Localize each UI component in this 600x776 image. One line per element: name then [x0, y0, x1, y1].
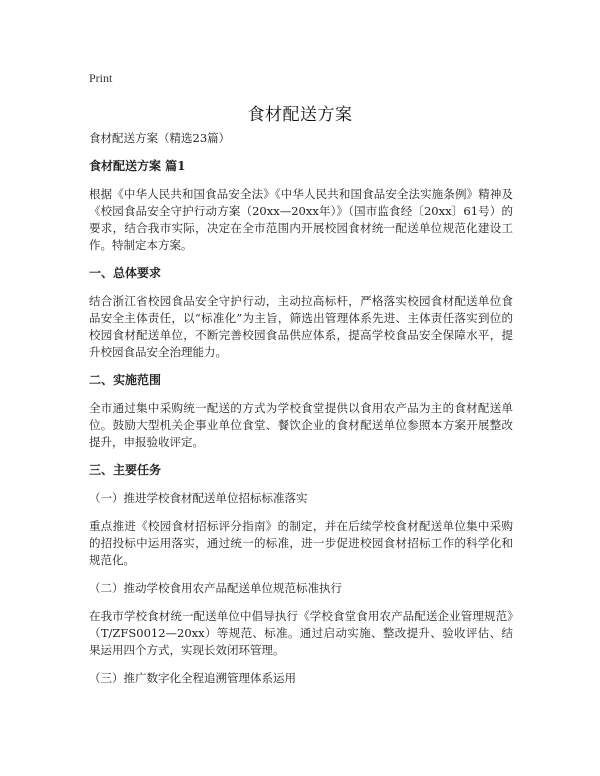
section-heading-part1: 食材配送方案 篇1: [89, 159, 186, 173]
document-title: 食材配送方案: [247, 105, 353, 125]
section-heading-scope: 二、实施范围: [89, 373, 162, 387]
paragraph-task-2: 在我市学校食材统一配送单位中倡导执行《学校食堂食用农产品配送企业管理规范》（T/ZFS0012—20xx）等规范、标准。通过启动实施、整改提升、验收评估、结果运用四个方式，实现长效闭环管理。: [89, 609, 513, 657]
paragraph-scope: 全市通过集中采购统一配送的方式为学校食堂提供以食用农产品为主的食材配送单位。鼓励大型机关企事业单位食堂、餐饮企业的食材配送单位参照本方案开展整改提升，申报验收评定。: [89, 401, 513, 449]
document-subtitle: 食材配送方案（精选23篇）: [89, 131, 231, 145]
section-heading-main-tasks: 三、主要任务: [89, 463, 162, 477]
sub-heading-task-2: （二）推动学校食用农产品配送单位规范标准执行: [89, 581, 342, 595]
document-body: [89, 130, 513, 698]
paragraph-overall-requirements: 结合浙江省校园食品安全守护行动，主动拉高标杆，严格落实校园食材配送单位食品安全主体责任，以“标准化”为主旨，筛选出管理体系先进、主体责任落实到位的校园食材配送单位，不断完善校园食品供应体系，提高学校食品安全保障水平，提升校园食品安全治理能力。: [89, 294, 513, 359]
paragraph-intro: 根据《中华人民共和国食品安全法》《中华人民共和国食品安全法实施条例》精神及《校园食品安全守护行动方案（20xx—20xx年）》（国市监食经〔20xx〕61号）的要求，结合我市实际，决定在全市范围内开展校园食材统一配送单位规范化建设工作。特制定本方案。: [89, 187, 513, 252]
section-heading-overall-requirements: 一、总体要求: [89, 266, 162, 280]
paragraph-task-1: 重点推进《校园食材招标评分指南》的制定，并在后续学校食材配送单位集中采购的招投标中运用落实，通过统一的标准，进一步促进校园食材招标工作的科学化和规范化。: [89, 519, 513, 567]
sub-heading-task-1: （一）推进学校食材配送单位招标标准落实: [89, 491, 308, 505]
print-link[interactable]: Print: [89, 71, 113, 85]
sub-heading-task-3: （三）推广数字化全程追溯管理体系运用: [89, 671, 296, 685]
